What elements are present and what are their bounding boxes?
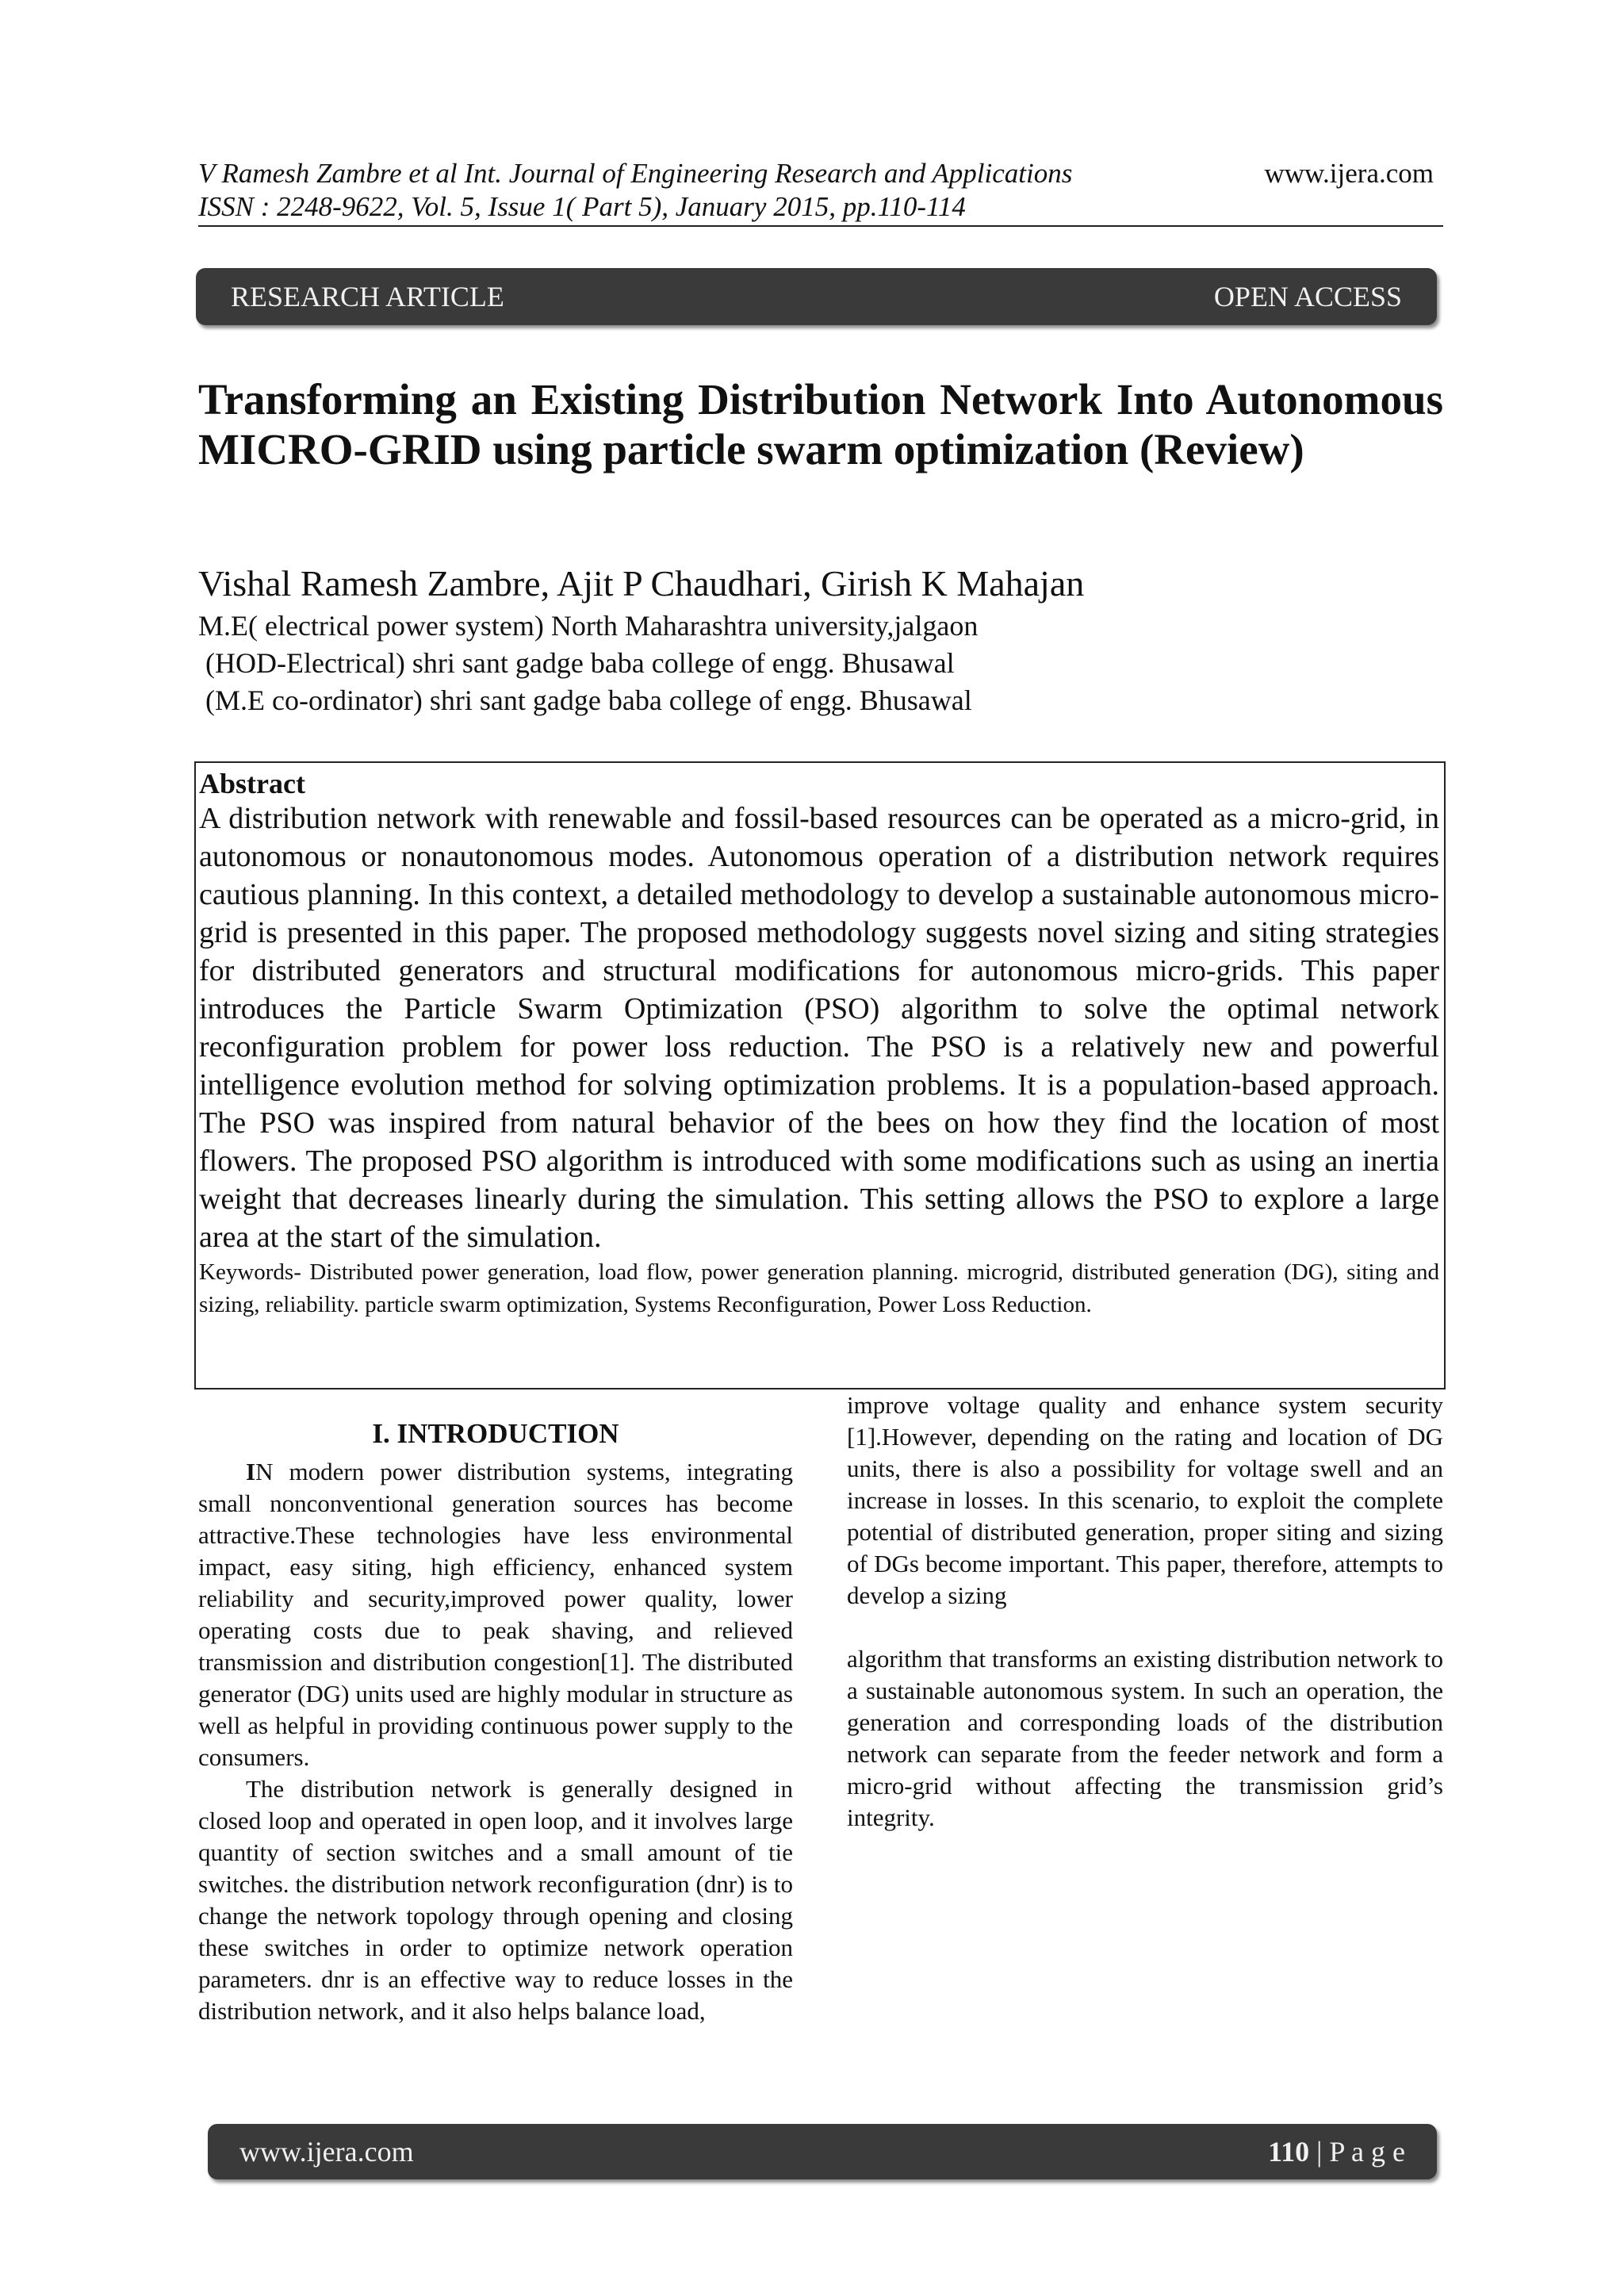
left-column (198, 1412, 793, 2027)
abstract-body: A distribution network with renewable and fossil-based resources can be operated as a micro-grid, in autonomous or nonautonomous modes. Autonomous operation of a distribution network requires cautious planning. In this context, a detailed methodology to develop a sustainable autonomous micro-grid is presented in this paper. The proposed methodology suggests novel sizing and siting strategies for distributed generators and structural modifications for autonomous micro-grids. This paper introduces the Particle Swarm Optimization (PSO) algorithm to solve the optimal network reconfiguration problem for power loss reduction. The PSO is a relatively new and powerful intelligence evolution method for solving optimization problems. It is a population-based approach. The PSO was inspired from natural behavior of the bees on how they find the location of most flowers. The proposed PSO algorithm is introduced with some modifications such as using an inertia weight that decreases linearly during the simulation. This setting allows the PSO to explore a large area at the start of the simulation. (199, 802, 1439, 1254)
affiliations (198, 608, 978, 719)
page-label: | P a g e (1309, 2136, 1405, 2168)
access-label: OPEN ACCESS (1213, 281, 1402, 312)
intro-paragraph-2: The distribution network is generally designed in closed loop and operated in open loop, and it involves large quantity of section switches and a small amount of tie switches. the distribution network reconfiguration (dnr) is to change the network topology through opening and closing these switches in order to optimize network operation parameters. dnr is an effective way to reduce losses in the distribution network, and it also helps balance load, (198, 1775, 793, 2025)
intro-paragraph-1 (198, 1456, 793, 1773)
article-type-label: RESEARCH ARTICLE (231, 281, 504, 312)
paper-title: Transforming an Existing Distribution Network Into Autonomous MICRO-GRID using particle swarm optimization (Review) (198, 375, 1443, 473)
keywords-text: Distributed power generation, load flow, power generation planning. microgrid, distributed generation (DG), siting and sizing, reliability. particle swarm optimization, Systems Reconfiguration, Power Loss Reduction. (199, 1259, 1439, 1317)
footer-band (208, 2124, 1437, 2179)
column-gap (847, 1612, 1443, 1643)
section-heading-introduction: I. INTRODUCTION (372, 1418, 619, 1449)
affiliation-2: (HOD-Electrical) shri sant gadge baba college of engg. Bhusawal (198, 647, 955, 679)
abstract-box (194, 761, 1446, 1389)
affiliation-3: (M.E co-ordinator) shri sant gadge baba college of engg. Bhusawal (198, 684, 972, 716)
intro-paragraph-4: algorithm that transforms an existing distribution network to a sustainable autonomous system. In such an operation, the generation and corresponding loads of the distribution network can separate from the feeder network and form a micro-grid without affecting the transmission grid’s integrity. (847, 1645, 1443, 1831)
abstract-heading: Abstract (199, 768, 305, 799)
page-number: 110 (1268, 2136, 1310, 2168)
right-column (847, 1389, 1443, 1834)
journal-citation-line2: ISSN : 2248-9622, Vol. 5, Issue 1( Part 5), January 2015, pp.110-114 (198, 191, 966, 222)
article-type-band (196, 268, 1437, 325)
keywords-label: Keywords- (199, 1259, 301, 1285)
page-indicator (1268, 2135, 1405, 2168)
affiliation-1: M.E( electrical power system) North Maharashtra university,jalgaon (198, 610, 979, 642)
journal-citation-line1: V Ramesh Zambre et al Int. Journal of Engineering Research and Applications (198, 158, 1073, 189)
drop-cap: I (246, 1458, 256, 1485)
footer-website[interactable]: www.ijera.com (239, 2136, 414, 2168)
intro-paragraph-3: improve voltage quality and enhance system security [1].However, depending on the rating and location of DG units, there is also a possibility for voltage swell and an increase in losses. In this scenario, to exploit the complete potential of distributed generation, proper siting and sizing of DGs become important. This paper, therefore, attempts to develop a sizing (847, 1391, 1443, 1609)
intro-paragraph-1-text: N modern power distribution systems, integrating small nonconventional generation sources has become attractive.These technologies have less environmental impact, easy siting, high efficiency, enhanced system reliability and security,improved power quality, lower operating costs due to peak shaving, and relieved transmission and distribution congestion[1]. The distributed generator (DG) units used are highly modular in structure as well as helpful in providing continuous power supply to the consumers. (198, 1458, 793, 1771)
journal-website[interactable]: www.ijera.com (1264, 158, 1434, 189)
author-list: Vishal Ramesh Zambre, Ajit P Chaudhari, Girish K Mahajan (198, 563, 1085, 604)
running-header (198, 157, 1072, 224)
header-rule (198, 225, 1443, 227)
keywords (199, 1256, 1439, 1321)
